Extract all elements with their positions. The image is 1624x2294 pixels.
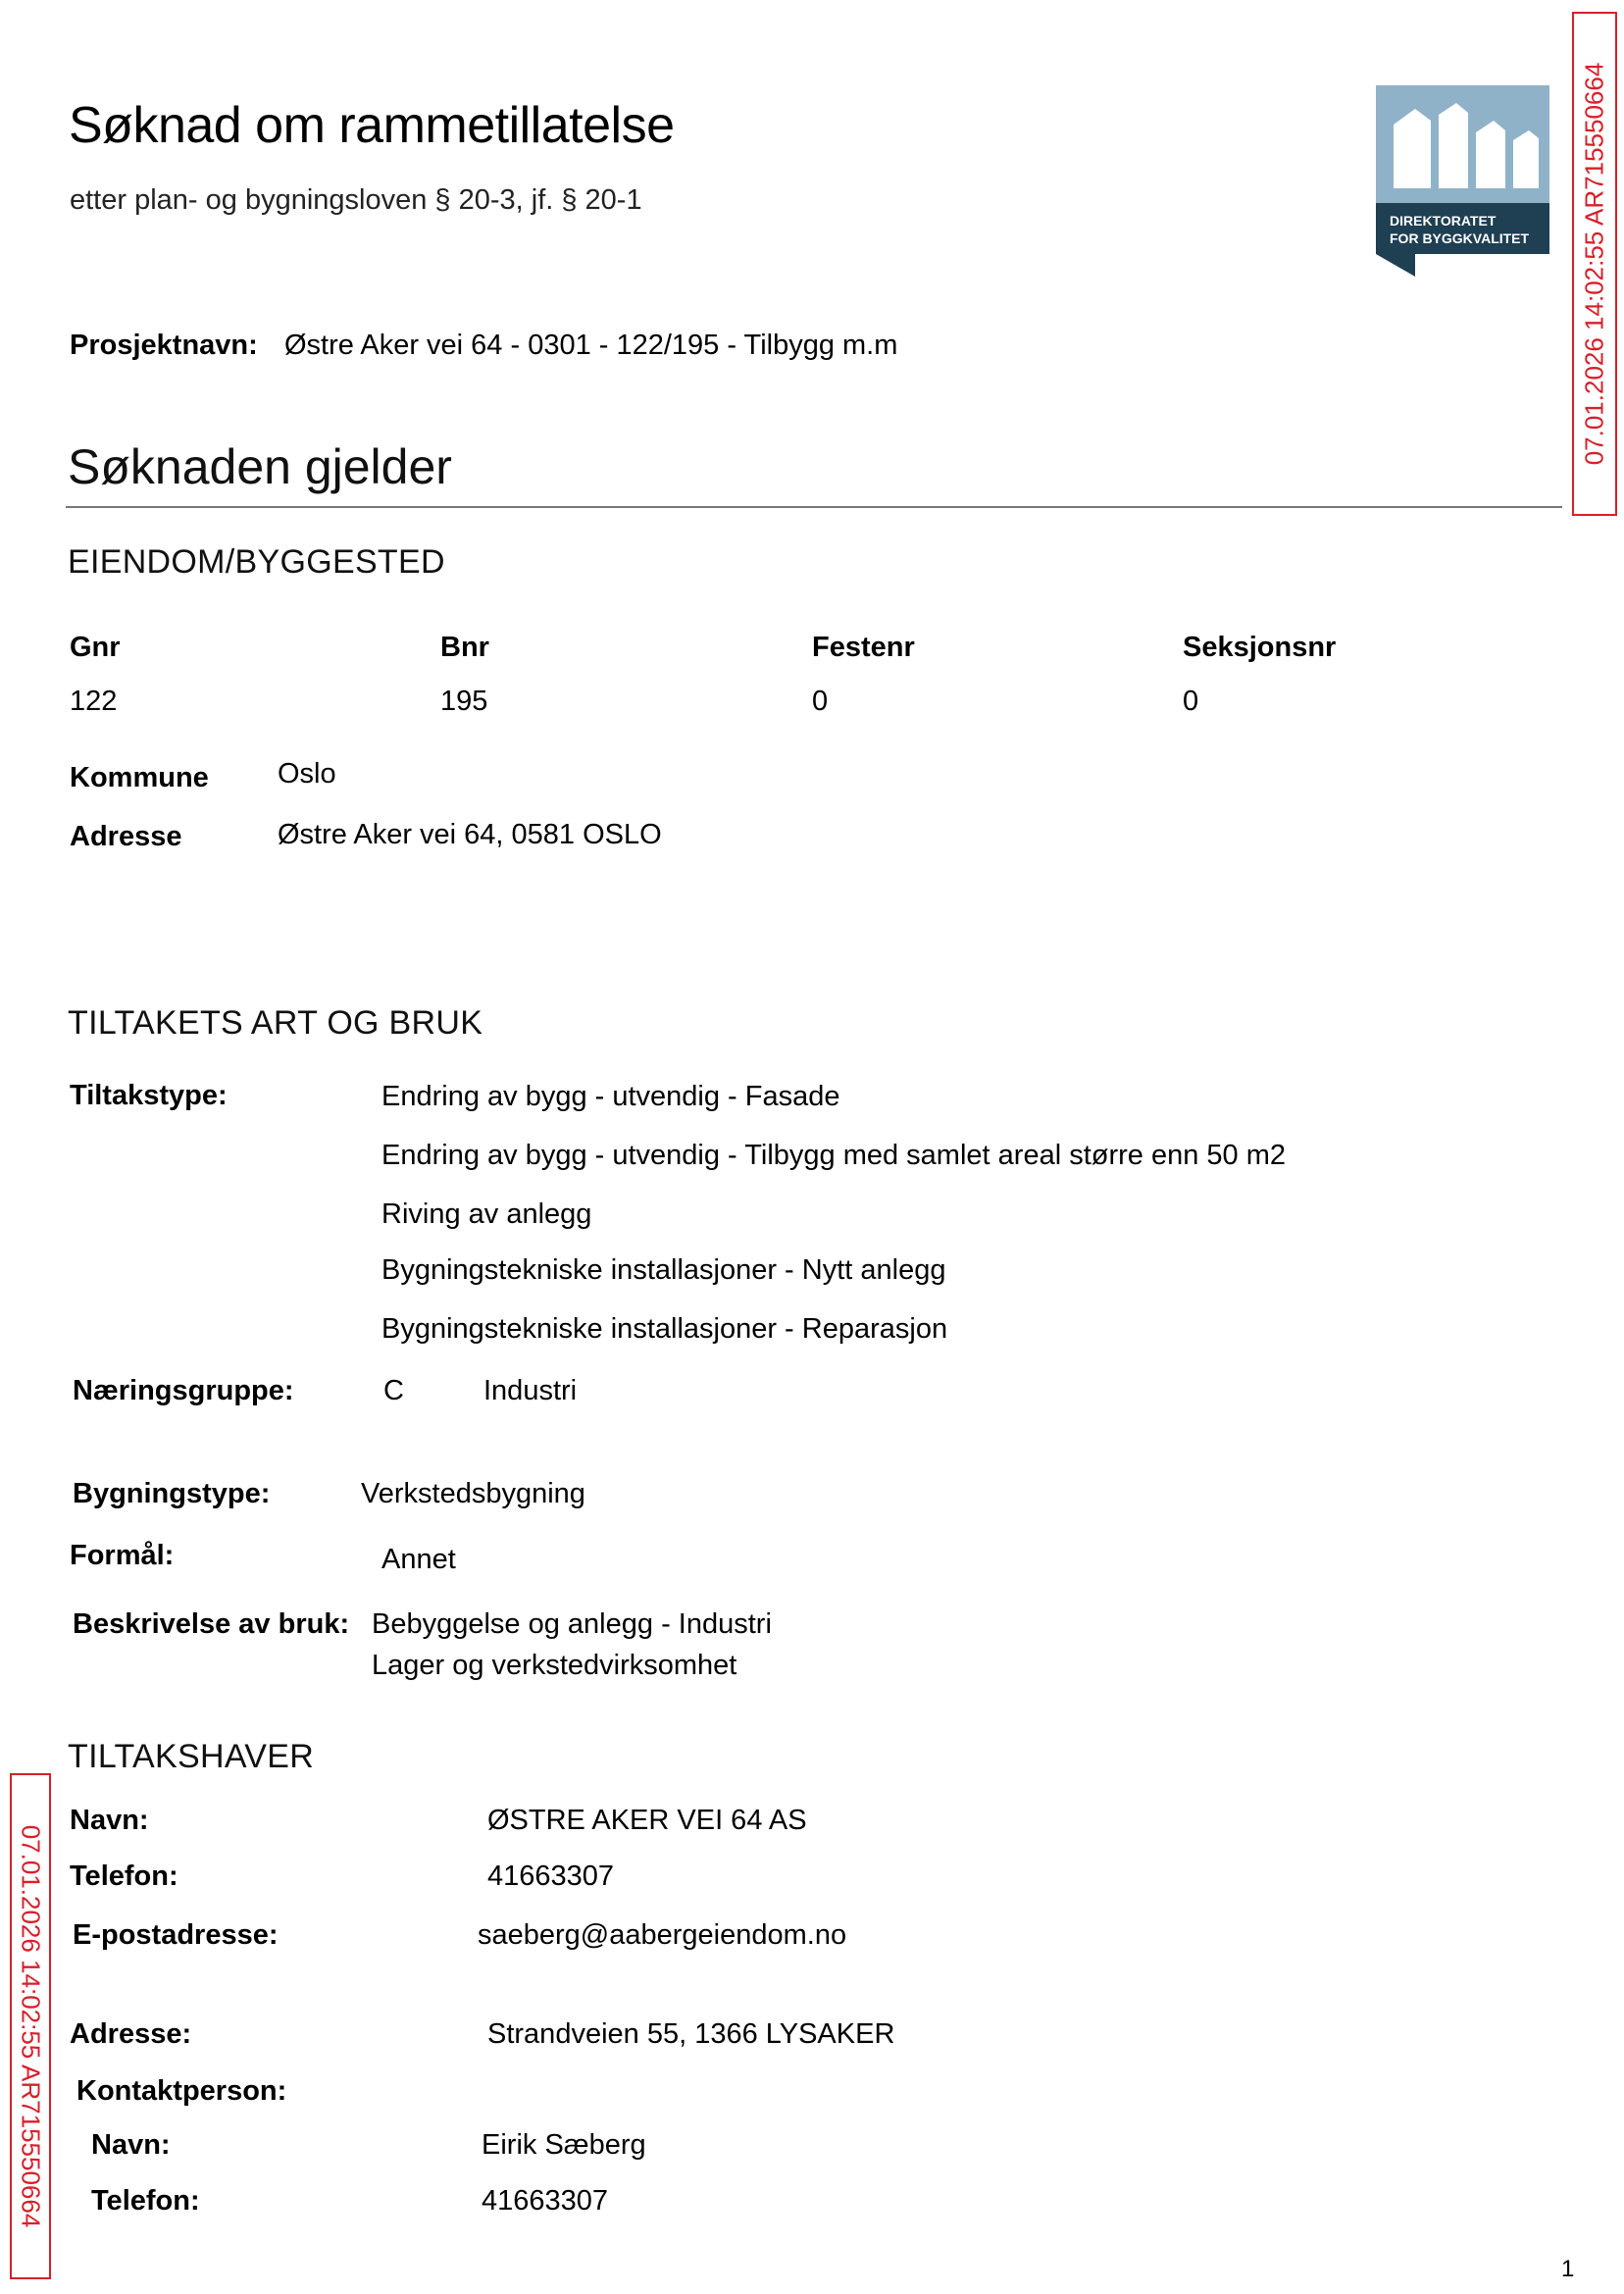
seksjonsnr-value: 0 <box>1183 686 1199 717</box>
navn-value: ØSTRE AKER VEI 64 AS <box>487 1805 807 1836</box>
property-heading: EIENDOM/BYGGESTED <box>68 543 445 581</box>
stamp-text: 07.01.2026 14:02:55 AR715550664 <box>1579 62 1609 466</box>
beskrivelse-label: Beskrivelse av bruk: <box>73 1608 350 1640</box>
stamp-text: 07.01.2026 14:02:55 AR715550664 <box>16 1824 46 2228</box>
tiltakstype-item: Endring av bygg - utvendig - Tilbygg med samlet areal større enn 50 m2 <box>381 1140 1287 1171</box>
tiltakshaver-heading: TILTAKSHAVER <box>68 1738 315 1775</box>
project-label: Prosjektnavn: <box>70 330 258 361</box>
bygningstype-label: Bygningstype: <box>73 1478 271 1509</box>
logo-text-2: FOR BYGGKVALITET <box>1390 230 1530 246</box>
tiltakstype-item: Endring av bygg - utvendig - Fasade <box>381 1081 840 1112</box>
tiltak-heading: TILTAKETS ART OG BRUK <box>68 1004 483 1042</box>
tiltakstype-label: Tiltakstype: <box>70 1080 228 1111</box>
th-adresse-label: Adresse: <box>70 2018 192 2050</box>
tiltakstype-item: Riving av anlegg <box>381 1198 592 1230</box>
kontakt-navn-label: Navn: <box>91 2129 171 2161</box>
festenr-label: Festenr <box>812 632 915 663</box>
naeringsgruppe-code: C <box>383 1375 404 1406</box>
bygningstype-value: Verkstedsbygning <box>361 1478 585 1509</box>
telefon-label: Telefon: <box>70 1861 178 1892</box>
adresse-label: Adresse <box>70 821 182 852</box>
festenr-value: 0 <box>812 686 829 717</box>
adresse-value: Østre Aker vei 64, 0581 OSLO <box>278 819 662 850</box>
beskrivelse-line-1: Bebyggelse og anlegg - Industri <box>372 1608 772 1640</box>
kontakt-navn-value: Eirik Sæberg <box>482 2129 646 2161</box>
section-divider <box>66 506 1562 508</box>
received-stamp-left <box>10 1773 51 2279</box>
epost-value: saeberg@aabergeiendom.no <box>478 1919 847 1951</box>
th-adresse-value: Strandveien 55, 1366 LYSAKER <box>487 2018 895 2050</box>
naeringsgruppe-label: Næringsgruppe: <box>73 1375 294 1406</box>
project-value: Østre Aker vei 64 - 0301 - 122/195 - Tilbygg m.m <box>284 330 898 361</box>
document-subtitle: etter plan- og bygningsloven § 20-3, jf. § 20-1 <box>70 184 642 216</box>
dibk-logo <box>1376 85 1549 277</box>
telefon-value: 41663307 <box>487 1861 615 1892</box>
logo-text-1: DIREKTORATET <box>1390 213 1497 229</box>
formal-label: Formål: <box>70 1540 175 1571</box>
kontakt-telefon-label: Telefon: <box>91 2185 200 2217</box>
tiltakstype-item: Bygningstekniske installasjoner - Nytt anlegg <box>381 1254 946 1286</box>
document-title: Søknad om rammetillatelse <box>69 97 675 154</box>
gnr-label: Gnr <box>70 632 121 663</box>
bnr-value: 195 <box>440 686 488 717</box>
kommune-value: Oslo <box>278 758 336 790</box>
kontaktperson-label: Kontaktperson: <box>76 2075 287 2107</box>
epost-label: E-postadresse: <box>73 1919 279 1951</box>
naeringsgruppe-value: Industri <box>483 1375 578 1406</box>
navn-label: Navn: <box>70 1805 149 1836</box>
section-title: Søknaden gjelder <box>68 439 452 494</box>
kommune-label: Kommune <box>70 762 209 793</box>
tiltakstype-item: Bygningstekniske installasjoner - Reparasjon <box>381 1313 948 1345</box>
seksjonsnr-label: Seksjonsnr <box>1183 632 1337 663</box>
gnr-value: 122 <box>70 686 118 717</box>
bnr-label: Bnr <box>440 632 489 663</box>
received-stamp-top <box>1572 12 1617 516</box>
kontakt-telefon-value: 41663307 <box>482 2185 609 2217</box>
page-number: 1 <box>1561 2256 1575 2282</box>
formal-value: Annet <box>381 1544 456 1575</box>
beskrivelse-line-2: Lager og verkstedvirksomhet <box>372 1650 737 1681</box>
